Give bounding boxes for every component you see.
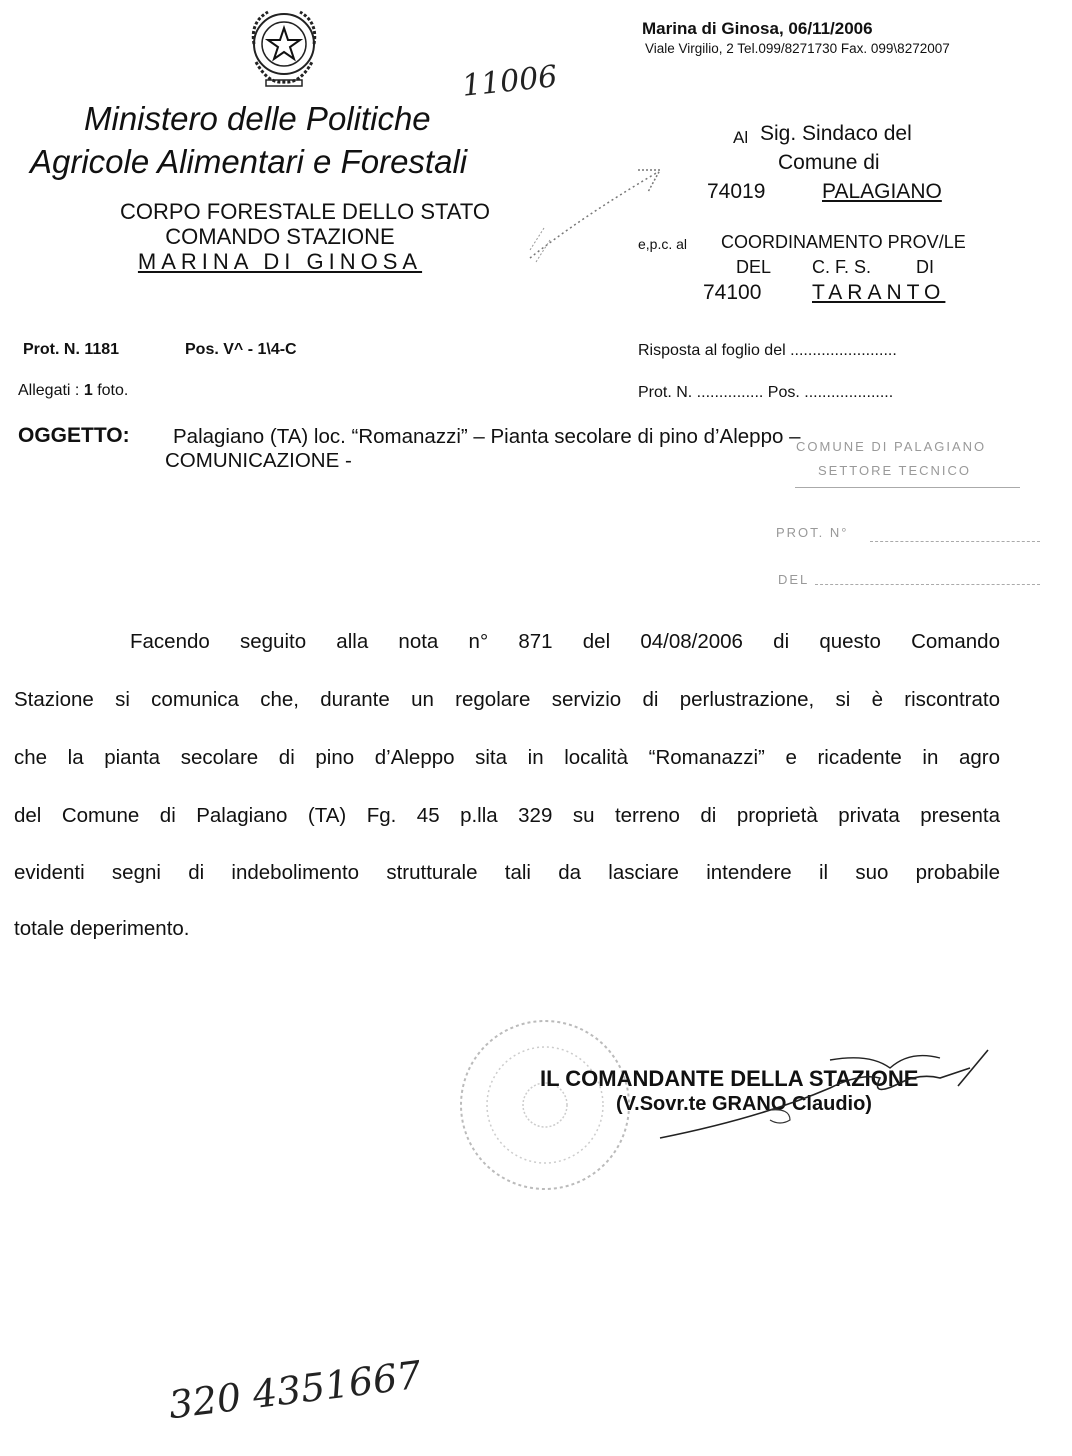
recipient-line-2: Comune di bbox=[778, 151, 880, 174]
body-line-3: che la pianta secolare di pino d’Aleppo sita in località “Romanazzi” e ricadente in agro bbox=[14, 746, 1000, 769]
attachments-label: Allegati : bbox=[18, 382, 80, 399]
attachments-unit: foto. bbox=[97, 382, 129, 399]
station-name: MARINA DI GINOSA bbox=[137, 249, 423, 274]
stamp-line-2: SETTORE TECNICO bbox=[818, 463, 972, 478]
stamp-rule bbox=[795, 487, 1020, 488]
subject-line-1: Palagiano (TA) loc. “Romanazzi” – Pianta secolare di pino d’Aleppo – bbox=[173, 425, 801, 448]
recipient-line-1: Sig. Sindaco del bbox=[760, 122, 912, 145]
body-line-2: Stazione si comunica che, durante un regolare servizio di perlustrazione, si è riscontrato bbox=[14, 688, 1000, 711]
cc-postcode: 74100 bbox=[703, 281, 762, 304]
stamp-line-3: PROT. N° bbox=[776, 525, 849, 540]
body-line-5: evidenti segni di indebolimento strutturale tali da lasciare intendere il suo probabile bbox=[14, 861, 1000, 884]
protocol-number: Prot. N. 1181 bbox=[23, 341, 120, 358]
ministry-line-2: Agricole Alimentari e Forestali bbox=[30, 143, 468, 180]
cc-prefix: e,p.c. al bbox=[638, 236, 688, 252]
signature-title: IL COMANDANTE DELLA STAZIONE bbox=[540, 1066, 919, 1091]
handwritten-phone-number: 320 4351667 bbox=[166, 1352, 424, 1428]
recipient-city: PALAGIANO bbox=[822, 180, 942, 203]
corps-name: CORPO FORESTALE DELLO STATO bbox=[119, 199, 490, 224]
recipient-prefix: Al bbox=[733, 128, 749, 147]
cc-cfs: C. F. S. bbox=[812, 257, 872, 277]
handwritten-protocol-number: 11006 bbox=[460, 59, 560, 104]
hand-drawn-arrow-icon bbox=[520, 158, 670, 283]
stamp-line-1: COMUNE DI PALAGIANO bbox=[796, 439, 987, 454]
contact-line: Viale Virgilio, 2 Tel.099/8271730 Fax. 099\8272007 bbox=[645, 41, 950, 56]
handwritten-signature bbox=[640, 1048, 990, 1153]
stamp-date-rule bbox=[815, 584, 1040, 585]
subject-line-2: COMUNICAZIONE - bbox=[165, 449, 352, 472]
attachments bbox=[18, 382, 128, 400]
official-seal bbox=[455, 1010, 635, 1205]
command-name: COMANDO STAZIONE bbox=[165, 224, 395, 249]
signature-name: (V.Sovr.te GRANO Claudio) bbox=[616, 1093, 872, 1115]
place-date: Marina di Ginosa, 06/11/2006 bbox=[642, 19, 873, 38]
body-line-6: totale deperimento. bbox=[14, 917, 190, 940]
reply-reference: Risposta al foglio del ........................ bbox=[638, 342, 897, 359]
cc-city: TARANTO bbox=[812, 281, 946, 304]
cc-di: DI bbox=[916, 257, 934, 277]
ministry-line-1: Ministero delle Politiche bbox=[84, 100, 431, 137]
italian-republic-emblem-icon bbox=[244, 4, 324, 90]
position-code: Pos. V^ - 1\4-C bbox=[185, 341, 297, 358]
cc-line-1: COORDINAMENTO PROV/LE bbox=[721, 232, 966, 252]
cc-del: DEL bbox=[736, 257, 772, 277]
recipient-postcode: 74019 bbox=[707, 180, 766, 203]
body-line-4: del Comune di Palagiano (TA) Fg. 45 p.lla 329 su terreno di proprietà privata presenta bbox=[14, 804, 1000, 827]
stamp-prot-rule bbox=[870, 541, 1040, 542]
body-line-1: Facendo seguito alla nota n° 871 del 04/08/2006 di questo Comando bbox=[130, 630, 1000, 653]
reply-protocol-position: Prot. N. ............... Pos. .................... bbox=[638, 384, 894, 401]
attachments-count: 1 bbox=[83, 382, 93, 399]
stamp-line-4: DEL bbox=[778, 572, 810, 587]
subject-label: OGGETTO: bbox=[18, 424, 130, 447]
